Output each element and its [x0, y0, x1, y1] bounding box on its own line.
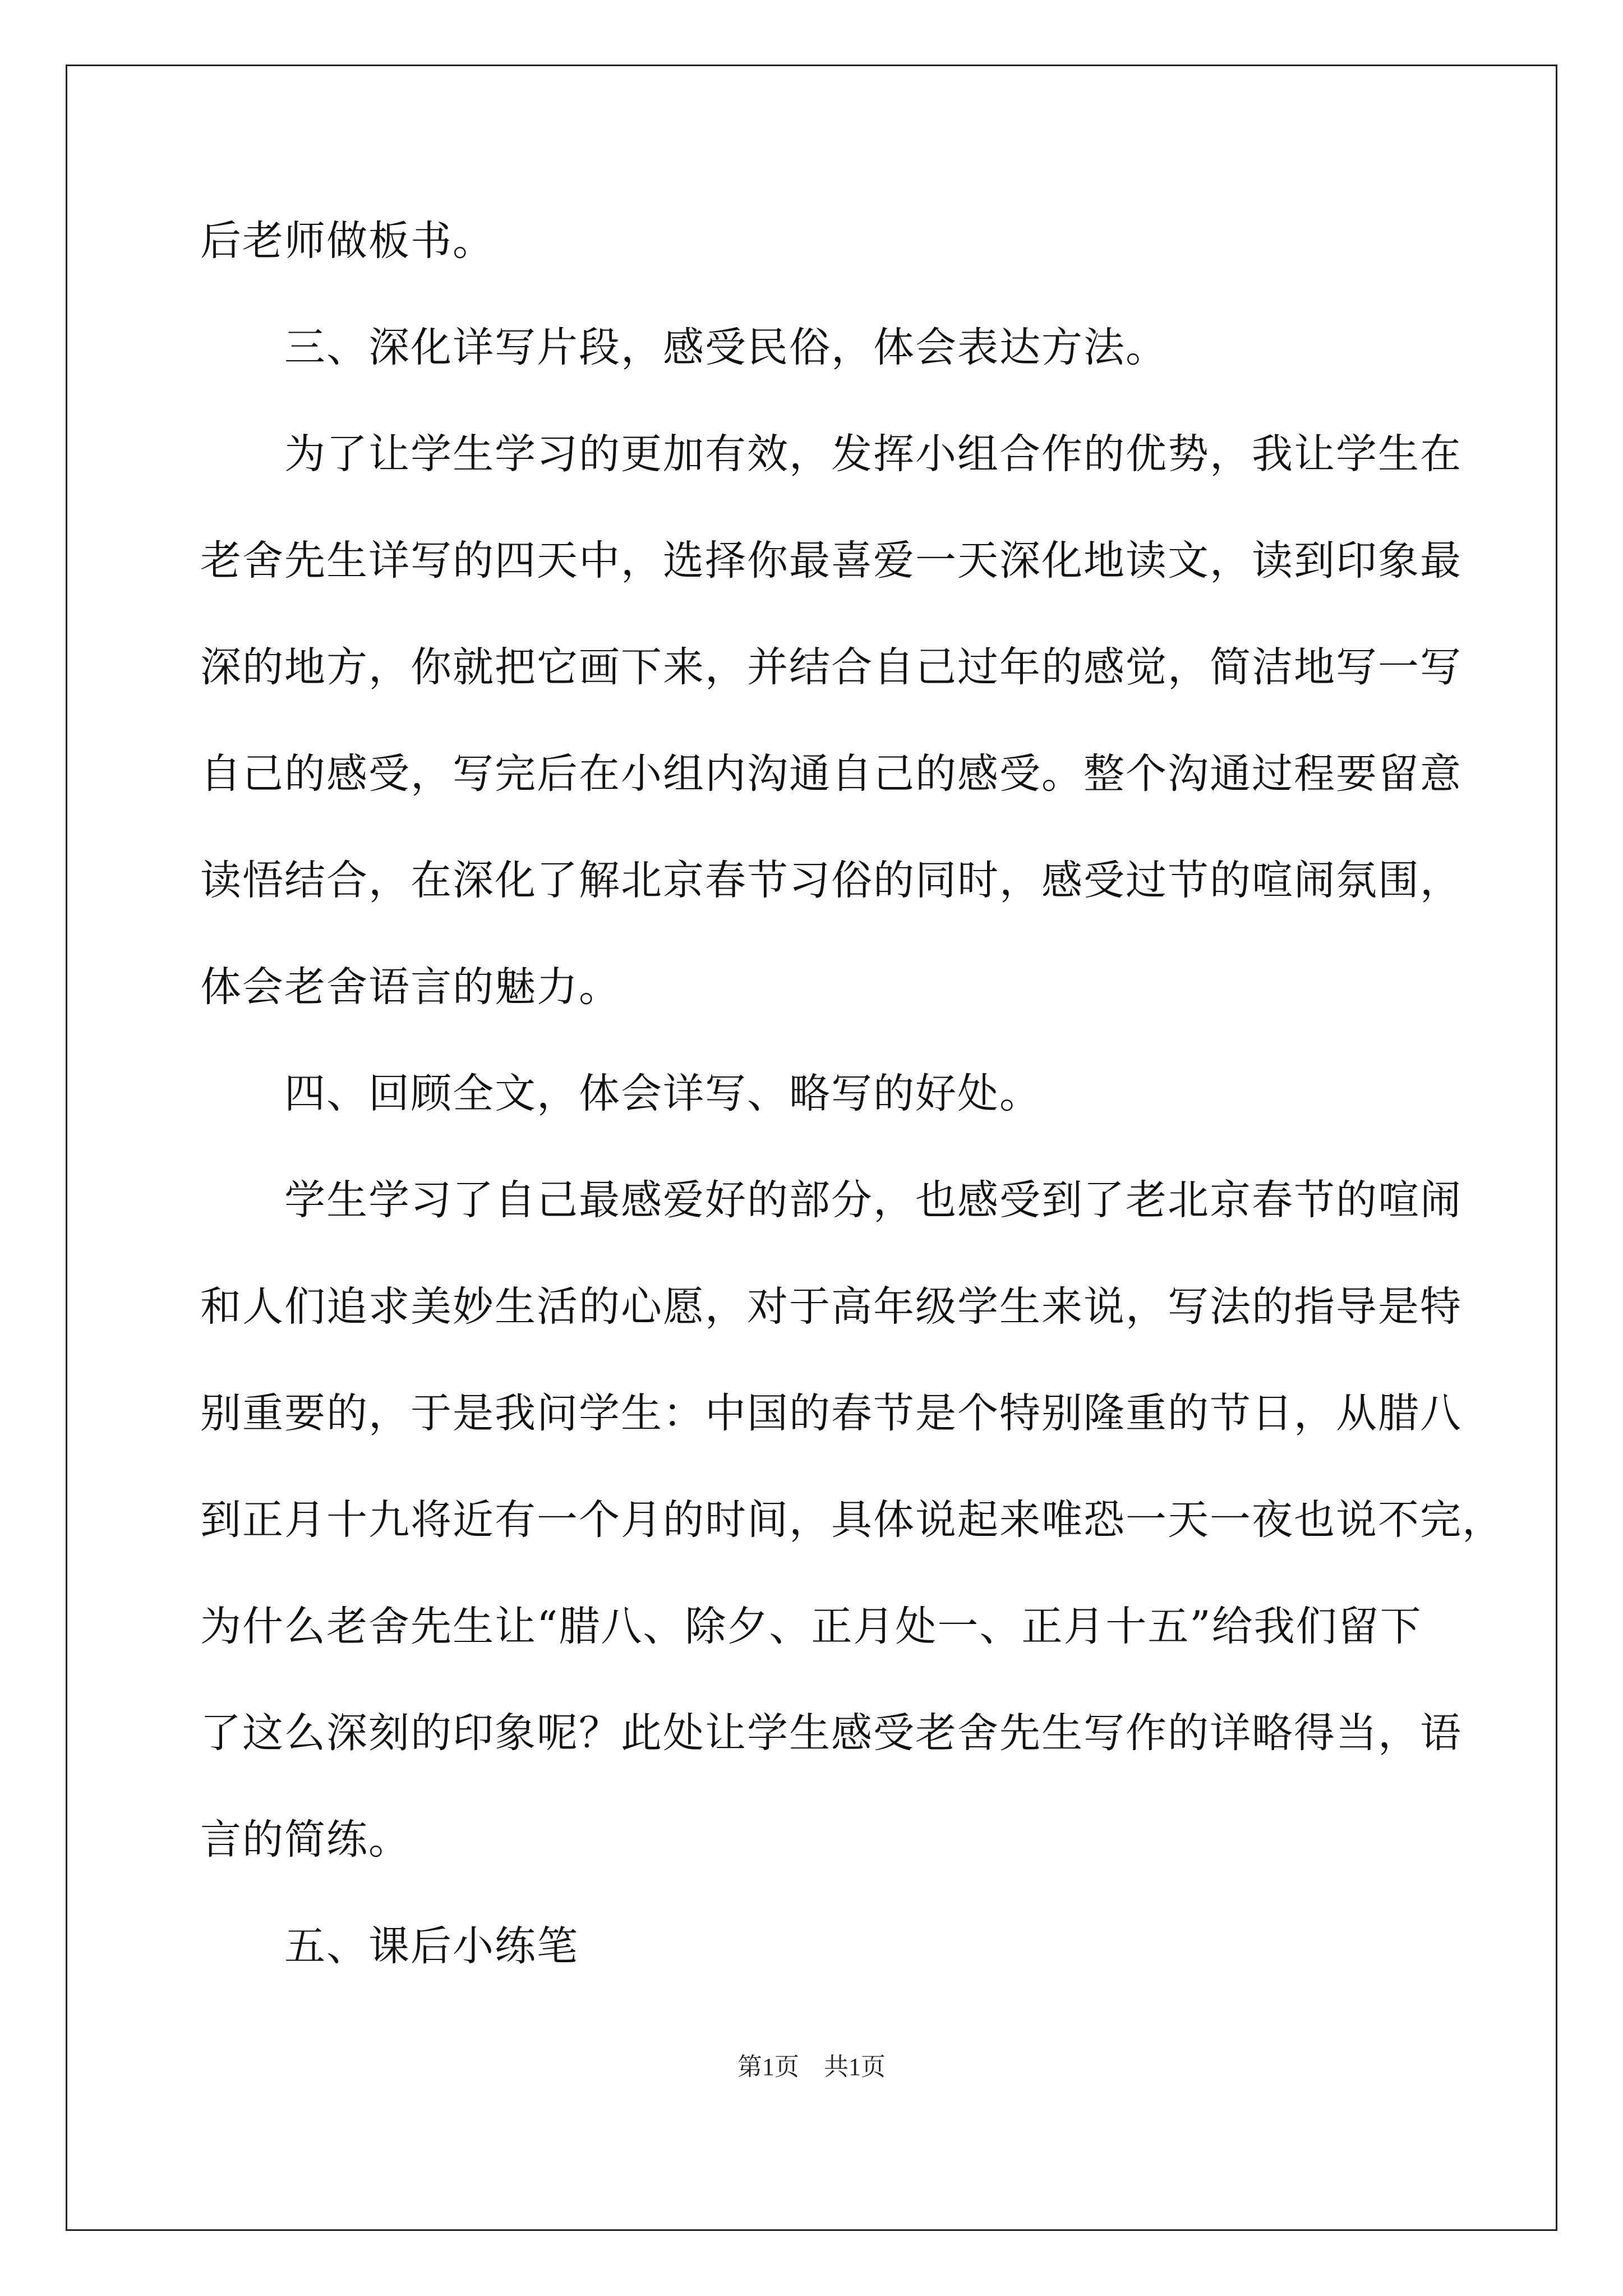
text-line: 为了让学生学习的更加有效，发挥小组合作的优势，我让学生在	[200, 430, 1462, 478]
text-line: 为什么老舍先生让“腊八、除夕、正月处一、正月十五”给我们留下	[200, 1603, 1422, 1650]
section-heading-3: 三、深化详写片段，感受民俗，体会表达方法。	[200, 324, 1168, 371]
text-line: 体会老舍语言的魅力。	[200, 963, 621, 1011]
text-line: 后老师做板书。	[200, 217, 495, 265]
text-line: 老舍先生详写的四天中，选择你最喜爱一天深化地读文，读到印象最	[200, 537, 1462, 585]
section-heading-5: 五、课后小练笔	[200, 1922, 579, 1970]
text-line: 读悟结合，在深化了解北京春节习俗的同时，感受过节的喧闹氛围，	[200, 857, 1462, 904]
text-line: 别重要的，于是我问学生：中国的春节是个特别隆重的节日，从腊八	[200, 1389, 1462, 1437]
text-line: 深的地方，你就把它画下来，并结合自己过年的感觉，简洁地写一写	[200, 643, 1462, 691]
page-number: 第1页 共1页	[737, 2053, 886, 2081]
text-line: 和人们追求美妙生活的心愿，对于高年级学生来说，写法的指导是特	[200, 1283, 1462, 1331]
page-border	[66, 65, 1557, 2231]
text-line: 到正月十九将近有一个月的时间，具体说起来唯恐一天一夜也说不完，	[200, 1496, 1504, 1544]
text-line: 言的简练。	[200, 1816, 411, 1864]
section-heading-4: 四、回顾全文，体会详写、略写的好处。	[200, 1070, 1041, 1117]
text-line: 学生学习了自己最感爱好的部分，也感受到了老北京春节的喧闹	[200, 1176, 1462, 1224]
text-line: 了这么深刻的印象呢？此处让学生感受老舍先生写作的详略得当，语	[200, 1709, 1462, 1757]
text-line: 自己的感受，写完后在小组内沟通自己的感受。整个沟通过程要留意	[200, 750, 1462, 798]
